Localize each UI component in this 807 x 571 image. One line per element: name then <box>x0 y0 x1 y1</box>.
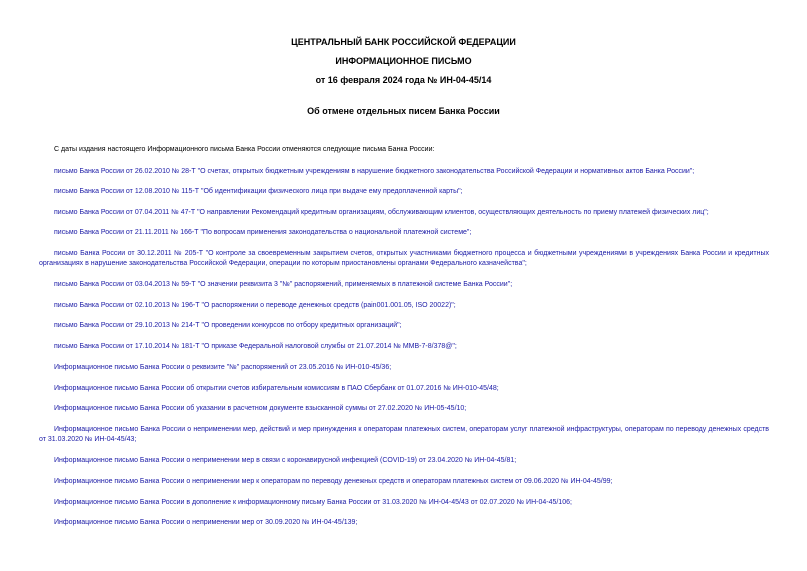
cancelled-letter-link[interactable]: Информационное письмо Банка России в дополнение к информационному письму Банка России от 31.03.2020 № ИН-04-45/43 от 02.07.2020 № ИН-04-45/106; <box>54 499 572 506</box>
cancelled-letter-link[interactable]: Информационное письмо Банка России об указании в расчетном документе взысканной суммы от 27.02.2020 № ИН-05-45/10; <box>54 405 467 412</box>
doc-type: ИНФОРМАЦИОННОЕ ПИСЬМО <box>335 56 472 66</box>
cancelled-letter-link[interactable]: письмо Банка России от 30.12.2011 № 205-Т "О контроле за своевременным закрытием счетов, открытых участниками бюджетного процесса и бюджетными учреждениями в учреждениях Банка России и кредитных организациях в нарушение законодательства Российской Федерации, операции по которым приостановлены органами Федерального казначейства"; <box>39 250 769 267</box>
doc-date-number: от 16 февраля 2024 года № ИН-04-45/14 <box>315 75 492 85</box>
cancelled-letter-link[interactable]: Информационное письмо Банка России о реквизите "№" распоряжений от 23.05.2016 № ИН-010-45/36; <box>54 364 392 371</box>
cancelled-letter-link[interactable]: письмо Банка России от 02.10.2013 № 196-Т "О распоряжении о переводе денежных средств (pain001.001.05, ISO 20022)"; <box>54 302 456 309</box>
cancelled-letter-link[interactable]: письмо Банка России от 26.02.2010 № 28-Т "О счетах, открытых бюджетным учреждениям в нарушение бюджетного законодательства Российской Федерации и нормативных актов Банка России"; <box>54 168 695 175</box>
intro-paragraph: С даты издания настоящего Информационного письма Банка России отменяются следующие письма Банка России: <box>54 146 435 153</box>
cancelled-letter-link[interactable]: Информационное письмо Банка России об открытии счетов избирательным комиссиям в ПАО Сбербанк от 01.07.2016 № ИН-010-45/48; <box>54 385 499 392</box>
cancelled-letter-link[interactable]: Информационное письмо Банка России о неприменении мер к операторам по переводу денежных средств и операторам платежных систем от 09.06.2020 № ИН-04-45/99; <box>54 478 613 485</box>
cancelled-letter-link[interactable]: письмо Банка России от 03.04.2013 № 59-Т "О значении реквизита 3 "№" распоряжений, применяемых в платежной системе Банка России"; <box>54 281 513 288</box>
cancelled-letter-link[interactable]: письмо Банка России от 07.04.2011 № 47-Т "О направлении Рекомендаций кредитным организациям, обслуживающим клиентов, осуществляющих деятельность по приему платежей физических лиц"; <box>54 209 709 216</box>
cancelled-letter-link[interactable]: Информационное письмо Банка России о неприменении мер от 30.09.2020 № ИН-04-45/139; <box>54 519 358 526</box>
cancelled-letter-link[interactable]: письмо Банка России от 21.11.2011 № 166-Т "По вопросам применения законодательства о национальной платежной системе"; <box>54 229 472 236</box>
cancelled-letter-link[interactable]: письмо Банка России от 17.10.2014 № 181-Т "О приказе Федеральной налоговой службы от 21.07.2014 № ММВ-7-8/378@"; <box>54 343 457 350</box>
cancelled-letter-link[interactable]: письмо Банка России от 12.08.2010 № 115-Т "Об идентификации физического лица при выдаче ему предоплаченной карты"; <box>54 188 463 195</box>
org-name: ЦЕНТРАЛЬНЫЙ БАНК РОССИЙСКОЙ ФЕДЕРАЦИИ <box>291 37 516 47</box>
cancelled-letter-link[interactable]: Информационное письмо Банка России о неприменении мер в связи с коронавирусной инфекцией (COVID-19) от 23.04.2020 № ИН-04-45/81; <box>54 457 517 464</box>
cancelled-letter-link[interactable]: письмо Банка России от 29.10.2013 № 214-Т "О проведении конкурсов по отбору кредитных организаций"; <box>54 322 402 329</box>
cancelled-letter-link[interactable]: Информационное письмо Банка России о неприменении мер, действий и мер принуждения к операторам платежных систем, операторам услуг платежной инфраструктуры, операторам по переводу денежных средств от 31.03.2020 № ИН-04-45/43; <box>39 426 769 443</box>
doc-subject: Об отмене отдельных писем Банка России <box>307 106 500 116</box>
